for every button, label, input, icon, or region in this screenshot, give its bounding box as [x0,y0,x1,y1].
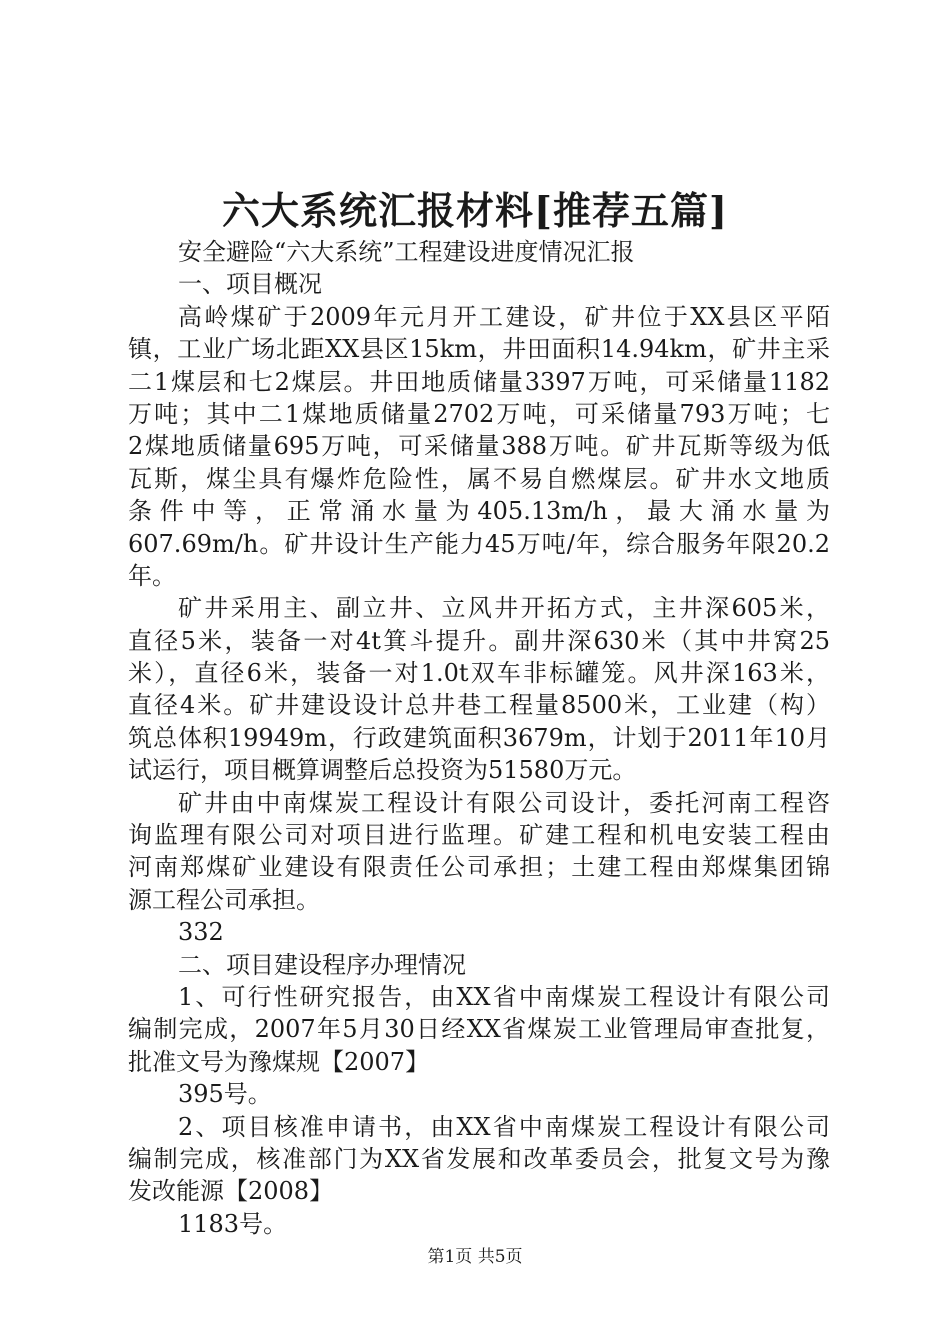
text-line: 年。 [128,561,176,590]
text-line: 编制完成，核准部门为XX省发展和改革委员会，批复文号为豫 [128,1144,830,1173]
text-line: 一、项目概况 [178,270,322,299]
text-line: 万吨；其中二1煤地质储量2702万吨，可采储量793万吨；七 [128,399,830,428]
text-line: 镇，工业广场北距XX县区15km，井田面积14.94km，矿井主采 [128,335,830,364]
document-title: 六大系统汇报材料[推荐五篇] [222,188,728,233]
text-line: 筑总体积19949m，行政建筑面积3679m，计划于2011年10月 [128,723,830,752]
text-line: 直径5米，装备一对4t箕斗提升。副井深630米（其中井窝25 [128,626,830,655]
text-line: 瓦斯，煤尘具有爆炸危险性，属不易自燃煤层。矿井水文地质 [128,464,830,493]
text-line: 发改能源【2008】 [128,1177,334,1206]
text-line: 2、项目核准申请书，由XX省中南煤炭工程设计有限公司 [178,1112,830,1141]
text-line: 米），直径6米，装备一对1.0t双车非标罐笼。风井深163米， [128,659,830,688]
text-line: 编制完成，2007年5月30日经XX省煤炭工业管理局审查批复， [128,1015,830,1044]
text-line: 2煤地质储量695万吨，可采储量388万吨。矿井瓦斯等级为低 [128,432,830,461]
text-line: 二1煤层和七2煤层。井田地质储量3397万吨，可采储量1182 [128,367,830,396]
text-line: 直径4米。矿井建设设计总井巷工程量8500米，工业建（构） [128,691,830,720]
text-line: 1、可行性研究报告，由XX省中南煤炭工程设计有限公司 [178,982,830,1011]
text-line: 332 [178,918,224,947]
text-line: 二、项目建设程序办理情况 [178,950,466,979]
page-number-footer: 第1页 共5页 [427,1247,523,1267]
text-line: 607.69m/h。矿井设计生产能力45万吨/年，综合服务年限20.2 [128,529,830,558]
document-body [128,236,830,1240]
text-line: 试运行，项目概算调整后总投资为51580万元。 [128,756,637,785]
text-line: 询监理有限公司对项目进行监理。矿建工程和机电安装工程由 [128,821,830,850]
text-line: 条件中等，正常涌水量为405.13m/h，最大涌水量为 [128,497,830,526]
text-line: 批准文号为豫煤规【2007】 [128,1047,430,1076]
text-line: 矿井由中南煤炭工程设计有限公司设计，委托河南工程咨 [178,788,830,817]
text-line: 矿井采用主、副立井、立风井开拓方式，主井深605米， [178,594,830,623]
text-line: 源工程公司承担。 [128,885,320,914]
text-line: 安全避险“六大系统”工程建设进度情况汇报 [178,238,635,266]
text-line: 395号。 [178,1080,272,1109]
text-line: 1183号。 [178,1209,288,1238]
text-line: 河南郑煤矿业建设有限责任公司承担；土建工程由郑煤集团锦 [128,853,830,882]
text-line: 高岭煤矿于2009年元月开工建设，矿井位于XX县区平陌 [178,302,830,331]
